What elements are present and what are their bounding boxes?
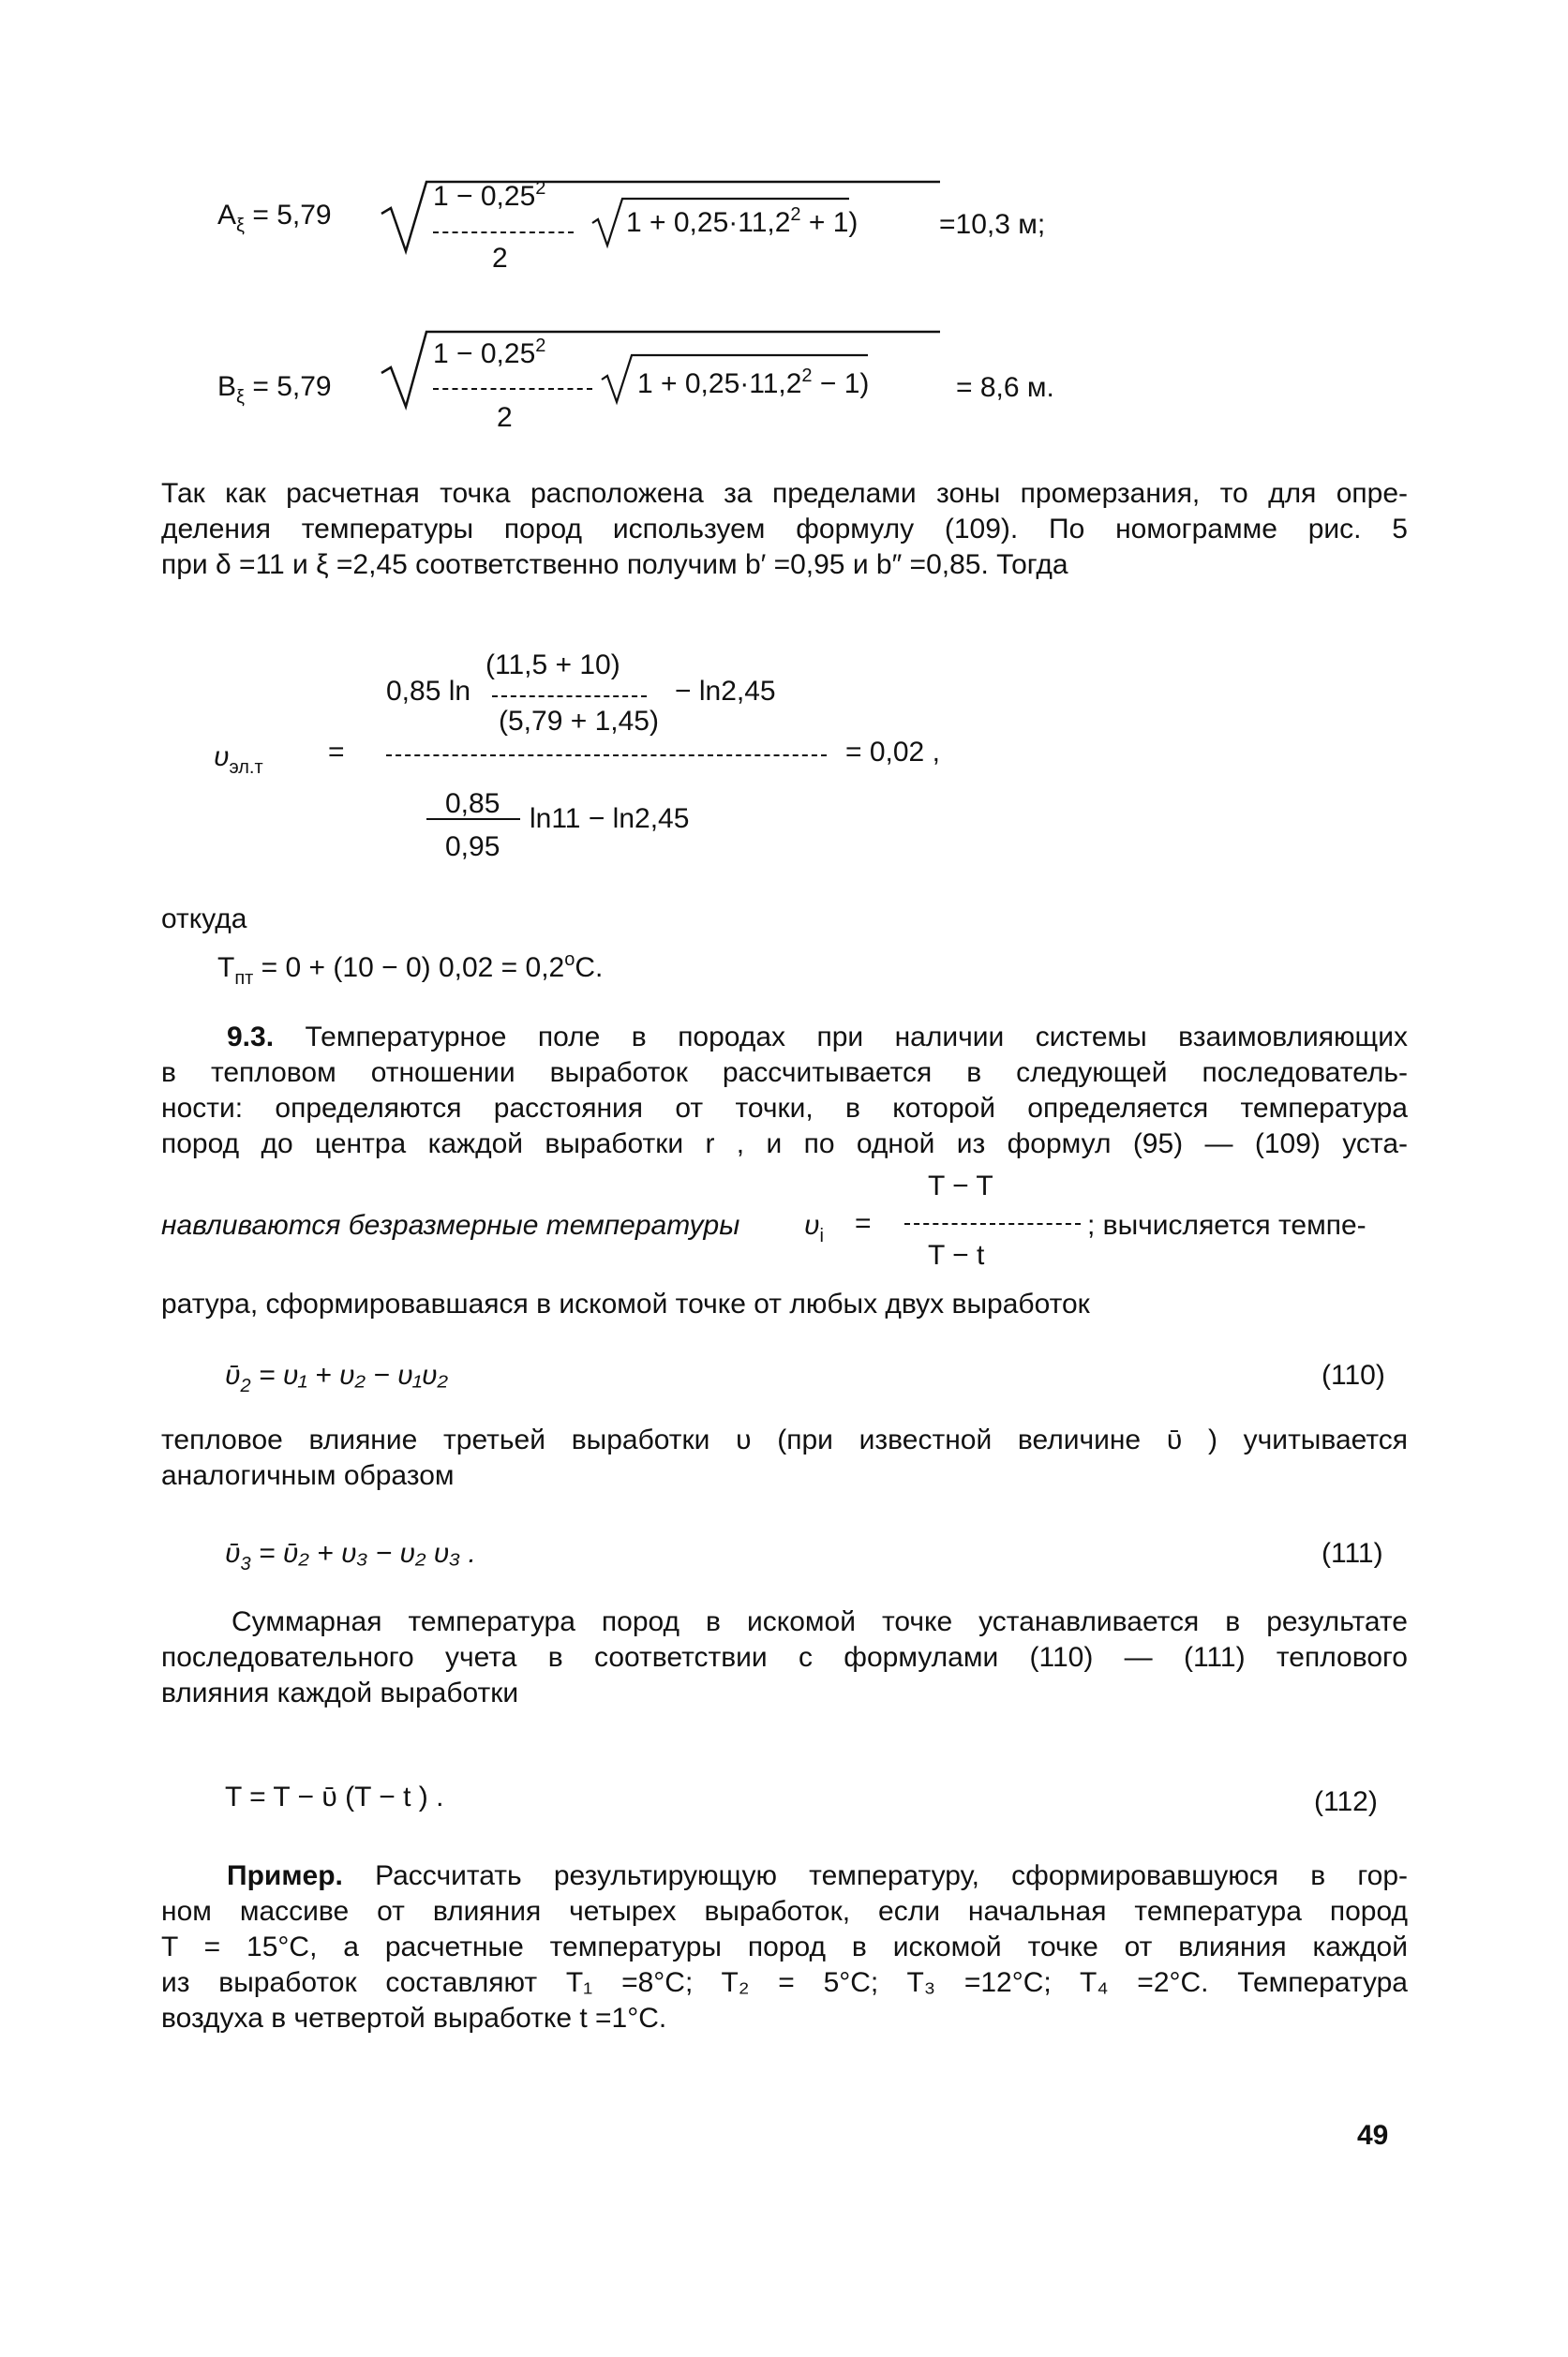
- formula-b-xi: [217, 370, 332, 408]
- formula-vel-lhs-sub: эл.т: [229, 757, 263, 778]
- formula-b-tail: − 1): [819, 368, 870, 399]
- formula-b-result: = 8,6 м.: [956, 372, 1054, 403]
- formula-a-tail: + 1): [808, 207, 859, 238]
- formula-a-coef: 5,79: [276, 200, 332, 231]
- paragraph-3-line-1: тепловое влияние третьей выработки υ (при известной величине ῡ ) учитывается: [161, 1425, 1408, 1455]
- formula-b-inner: [637, 367, 869, 401]
- formula-b-num-sup: 2: [535, 336, 546, 356]
- paragraph-3-line-2: аналогичным образом: [161, 1460, 455, 1491]
- formula-a-lhs: A: [217, 200, 237, 231]
- formula-b-eq: =: [252, 371, 269, 402]
- paragraph-4: [161, 1604, 1408, 1711]
- formula-a-num-text: 1 − 0,25: [433, 181, 536, 212]
- formula-111-lhs: ῡ: [225, 1538, 241, 1569]
- formula-vel-bot-tail: ln11 − ln2,45: [530, 803, 690, 834]
- formula-b-frac-bar: [433, 388, 592, 390]
- formula-a-num-sup: 2: [535, 178, 546, 199]
- formula-110-lhs-sub: 2: [240, 1376, 251, 1396]
- formula-a-frac-den: 2: [492, 243, 508, 274]
- otkuda-word: откуда: [161, 903, 247, 934]
- formula-111-rhs: = ῡ₂ + υ₃ − υ₂ υ₃ .: [258, 1538, 476, 1569]
- formula-tpt-rhs: = 0 + (10 − 0) 0,02 = 0,2: [261, 952, 565, 983]
- paragraph-9-3-line-4: пород до центра каждой выработки r , и по одной из формул (95) — (109) уста-: [161, 1128, 1408, 1159]
- formula-a-sub: ξ: [236, 216, 245, 236]
- formula-b-lhs: B: [217, 371, 237, 402]
- formula-111-lhs-sub: 3: [240, 1554, 251, 1574]
- formula-tpt-unit: C.: [575, 952, 604, 983]
- paragraph-4-line-2: последовательного учета в соответствии с формулами (110) — (111) теплового: [161, 1642, 1408, 1673]
- paragraph-3: [161, 1423, 1408, 1494]
- formula-tpt: [217, 949, 604, 989]
- formula-b-frac-num: [433, 337, 545, 371]
- paragraph-1: [161, 476, 1408, 583]
- example-paragraph: [161, 1858, 1408, 2036]
- formula-110-number: (110): [1322, 1360, 1385, 1391]
- paragraph-9-3-line-1: [161, 1020, 1408, 1055]
- vi-frac-den: T − t: [928, 1240, 985, 1271]
- formula-110-lhs: ῡ: [225, 1360, 241, 1391]
- vi-frac-bar: [904, 1223, 1081, 1225]
- formula-vel-eq: =: [328, 737, 345, 768]
- vi-frac-lhs-symbol: υ: [804, 1210, 820, 1241]
- example-line-1-text: Рассчитать результирующую температуру, сформировавшуюся в гор-: [375, 1860, 1408, 1891]
- formula-b-inner-sup: 2: [801, 365, 813, 386]
- paragraph-9-3: [161, 1020, 1408, 1162]
- paragraph-9-3-line-1-text: Температурное поле в породах при наличии системы взаимовлияющих: [305, 1022, 1408, 1052]
- example-line-5: воздуха в четвертой выработке t =1°C.: [161, 2003, 667, 2034]
- formula-vel-top-ln: 0,85 ln: [386, 676, 471, 707]
- formula-b-num-text: 1 − 0,25: [433, 338, 536, 369]
- paragraph-9-3-mid-left: навливаются безразмерные температуры: [161, 1210, 740, 1241]
- formula-110: [225, 1359, 448, 1396]
- formula-111-number: (111): [1322, 1538, 1383, 1569]
- formula-vel-result: = 0,02 ,: [845, 737, 940, 768]
- formula-vel-lhs: [214, 740, 263, 778]
- formula-vel-bot-num: 0,85: [445, 788, 500, 819]
- page-number: 49: [1357, 2120, 1389, 2151]
- formula-vel-main-bar: [386, 754, 827, 756]
- formula-tpt-degree: o: [564, 949, 575, 970]
- example-line-4: из выработок составляют T₁ =8°C; T₂ = 5°C; T₃ =12°C; T₄ =2°C. Температура: [161, 1967, 1408, 1998]
- formula-vel-lhs-symbol: υ: [214, 741, 230, 772]
- paragraph-1-line-2: деления температуры пород используем формулу (109). По номограмме рис. 5: [161, 514, 1408, 544]
- example-line-3: T = 15°C, а расчетные температуры пород в искомой точке от влияния каждой: [161, 1932, 1408, 1962]
- vi-frac-num: T − T: [928, 1171, 993, 1201]
- formula-tpt-lhs-sub: пт: [234, 968, 254, 989]
- formula-a-result: =10,3 м;: [939, 209, 1046, 240]
- vi-frac-lhs-sub: i: [819, 1226, 824, 1246]
- paragraph-1-line-1: Так как расчетная точка расположена за пределами зоны промерзания, то для опре-: [161, 478, 1408, 509]
- formula-b-coef: 5,79: [276, 371, 332, 402]
- formula-a-xi: [217, 199, 332, 236]
- formula-vel-bot-bar: [426, 818, 520, 820]
- formula-b-inner-text: 1 + 0,25·11,2: [637, 368, 802, 399]
- vi-frac-lhs: [804, 1209, 824, 1246]
- formula-b-sub: ξ: [236, 387, 245, 408]
- formula-vel-top-den: (5,79 + 1,45): [499, 706, 659, 737]
- formula-vel-top-tail: − ln2,45: [675, 676, 776, 707]
- vi-frac-eq: =: [855, 1208, 872, 1239]
- formula-111: [225, 1537, 476, 1574]
- formula-b-frac-den: 2: [497, 402, 513, 433]
- formula-a-eq: =: [252, 200, 269, 231]
- formula-110-rhs: = υ₁ + υ₂ − υ₁υ₂: [258, 1360, 448, 1391]
- paragraph-9-3-line-3: ности: определяются расстояния от точки, в которой определяется температура: [161, 1093, 1408, 1124]
- formula-112: T = T − ῡ (T − t ) .: [225, 1782, 444, 1813]
- example-label: Пример.: [227, 1860, 343, 1891]
- paragraph-4-line-3: влияния каждой выработки: [161, 1678, 519, 1708]
- formula-a-frac-num: [433, 180, 545, 214]
- formula-a-frac-bar: [433, 231, 574, 233]
- formula-vel-top-num: (11,5 + 10): [485, 649, 620, 680]
- paragraph-1-line-3: при δ =11 и ξ =2,45 соответственно получим b′ =0,95 и b″ =0,85. Тогда: [161, 549, 1068, 580]
- formula-tpt-lhs: T: [217, 952, 235, 983]
- formula-a-inner: [626, 206, 858, 240]
- formula-a-inner-text: 1 + 0,25·11,2: [626, 207, 791, 238]
- section-label-9-3: 9.3.: [227, 1022, 275, 1052]
- example-line-1: [161, 1858, 1408, 1894]
- paragraph-4-line-1: Суммарная температура пород в искомой точке устанавливается в результате: [231, 1606, 1408, 1637]
- formula-a-inner-sup: 2: [790, 204, 801, 225]
- formula-112-number: (112): [1314, 1786, 1378, 1817]
- paragraph-9-3-line-2: в тепловом отношении выработок рассчитывается в следующей последователь-: [161, 1057, 1408, 1088]
- formula-vel-bot-den: 0,95: [445, 831, 500, 862]
- example-line-2: ном массиве от влияния четырех выработок, если начальная температура пород: [161, 1896, 1408, 1927]
- formula-vel-top-bar: [492, 695, 647, 697]
- paragraph-9-3-mid-right: ; вычисляется темпе-: [1087, 1210, 1366, 1241]
- paragraph-9-3-end: ратура, сформировавшаяся в искомой точке от любых двух выработок: [161, 1289, 1090, 1320]
